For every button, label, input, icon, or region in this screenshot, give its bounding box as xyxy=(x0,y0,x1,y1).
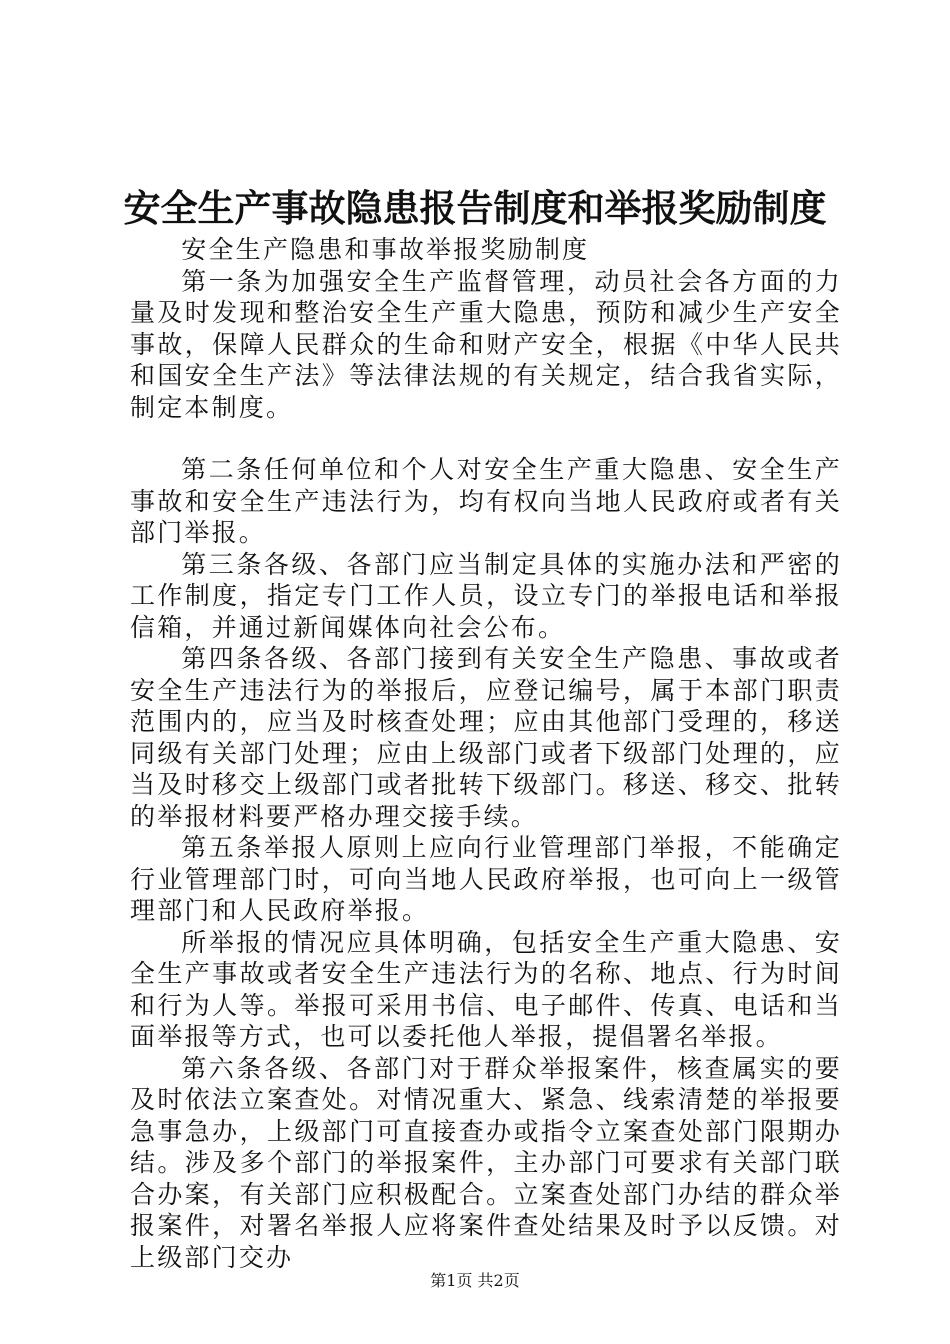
report-content-paragraph: 所举报的情况应具体明确，包括安全生产重大隐患、安全生产事故或者安全生产违法行为的名称、地点、行为时间和行为人等。举报可采用书信、电子邮件、传真、电话和当面举报等方式，也可以委托他人举报，提倡署名举报。 xyxy=(130,927,842,1051)
article-5-paragraph: 第五条举报人原则上应向行业管理部门举报，不能确定行业管理部门时，可向当地人民政府举报，也可向上一级管理部门和人民政府举报。 xyxy=(130,833,842,925)
document-subtitle: 安全生产隐患和事故举报奖励制度 xyxy=(181,235,590,264)
page-number-footer: 第1页 共2页 xyxy=(430,1271,520,1290)
article-3-paragraph: 第三条各级、各部门应当制定具体的实施办法和严密的工作制度，指定专门工作人员，设立专门的举报电话和举报信箱，并通过新闻媒体向社会公布。 xyxy=(130,549,842,642)
article-1-paragraph: 第一条为加强安全生产监督管理，动员社会各方面的力量及时发现和整治安全生产重大隐患，预防和减少生产安全事故，保障人民群众的生命和财产安全，根据《中华人民共和国安全生产法》等法律法规的有关规定，结合我省实际，制定本制度。 xyxy=(130,266,842,422)
article-4-paragraph: 第四条各级、各部门接到有关安全生产隐患、事故或者安全生产违法行为的举报后，应登记编号，属于本部门职责范围内的，应当及时核查处理；应由其他部门受理的，移送同级有关部门处理；应由上级部门或者下级部门处理的，应当及时移交上级部门或者批转下级部门。移送、移交、批转的举报材料要严格办理交接手续。 xyxy=(130,644,842,831)
article-2-paragraph: 第二条任何单位和个人对安全生产重大隐患、安全生产事故和安全生产违法行为，均有权向当地人民政府或者有关部门举报。 xyxy=(130,455,842,547)
document-body xyxy=(130,234,842,1273)
article-6-paragraph: 第六条各级、各部门对于群众举报案件，核查属实的要及时依法立案查处。对情况重大、紧急、线索清楚的举报要急事急办，上级部门可直接查办或指令立案查处部门限期办结。涉及多个部门的举报案件，主办部门可要求有关部门联合办案，有关部门应积极配合。立案查处部门办结的群众举报案件，对署名举报人应将案件查处结果及时予以反馈。对上级部门交办 xyxy=(130,1053,842,1272)
document-title: 安全生产事故隐患报告制度和举报奖励制度 xyxy=(123,186,827,230)
